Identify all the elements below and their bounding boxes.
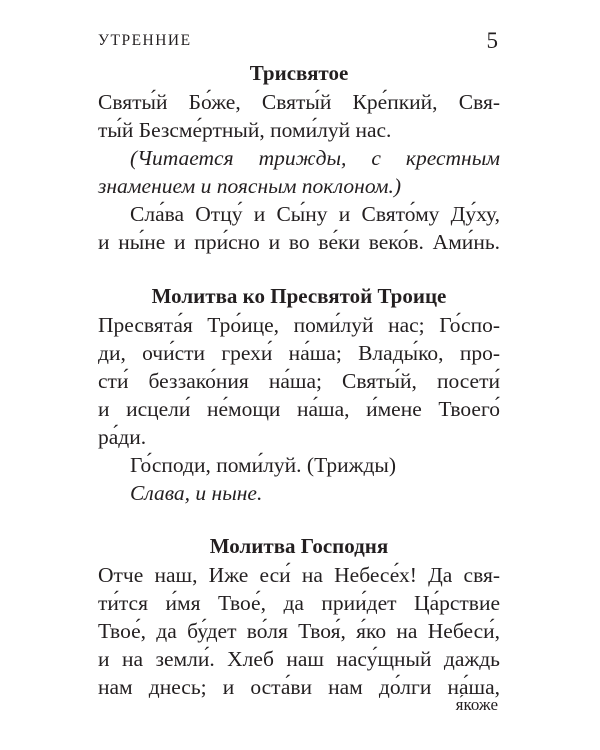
trinity-prayer-line-1: Пресвята́я Тро́ице, поми́луй нас; Го́спо- [98, 313, 500, 337]
trisagion-title: Трисвятое [249, 61, 349, 85]
trisagion-line-1: Святы́й Бо́же, Святы́й Кре́пкий, Свя- [98, 90, 500, 114]
trisagion-rubric-line-2: знамением и поясным поклоном.) [98, 174, 402, 198]
glory-line-1: Сла́ва Отцу́ и Сы́ну и Свято́му Ду́ху, [130, 202, 500, 226]
trisagion-rubric-line-1: (Читается трижды, с крестным [130, 146, 500, 170]
trinity-prayer-line-5: ра́ди. [98, 425, 147, 449]
lords-prayer-line-3: Твое́, да бу́дет во́ля Твоя́, я́ко на Небеси́, [98, 619, 500, 643]
lords-prayer-line-1: Отче наш, Иже еси́ на Небесе́х! Да свя- [98, 563, 500, 587]
running-title: УТРЕННИЕ [98, 32, 192, 49]
lords-prayer-line-4: и на земли́. Хлеб наш насу́щный даждь [98, 647, 500, 671]
trisagion-line-2: ты́й Безсме́ртный, поми́луй нас. [98, 118, 392, 142]
thrice-note: (Трижды) [306, 453, 397, 477]
trinity-prayer-title: Молитва ко Пресвятой Троице [151, 284, 447, 308]
trinity-prayer-line-2: ди, очи́сти грехи́ на́ша; Влады́ко, про- [98, 341, 500, 365]
glory-line-2: и ны́не и при́сно и во ве́ки веко́в. Ами́нь. [98, 230, 500, 254]
lords-prayer-title: Молитва Господня [209, 534, 389, 558]
prayer-book-page [98, 0, 500, 750]
lord-have-mercy-line [130, 451, 500, 479]
catchword: я́коже [455, 695, 498, 714]
glory-now-rubric: Слава, и ныне. [130, 481, 263, 505]
lords-prayer-line-2: ти́тся и́мя Твое́, да прии́дет Ца́рствие [98, 591, 500, 615]
page-number: 5 [486, 28, 498, 53]
trinity-prayer-line-3: сти́ беззако́ния на́ша; Святы́й, посети́ [98, 369, 500, 393]
page-header [98, 30, 500, 54]
lords-prayer-line-5: нам днесь; и оста́ви нам до́лги на́ша, [98, 675, 500, 699]
lord-have-mercy-text: Го́споди, поми́луй. [130, 453, 307, 477]
trinity-prayer-line-4: и исцели́ не́мощи на́ша, и́мене Твоего́ [98, 397, 500, 421]
